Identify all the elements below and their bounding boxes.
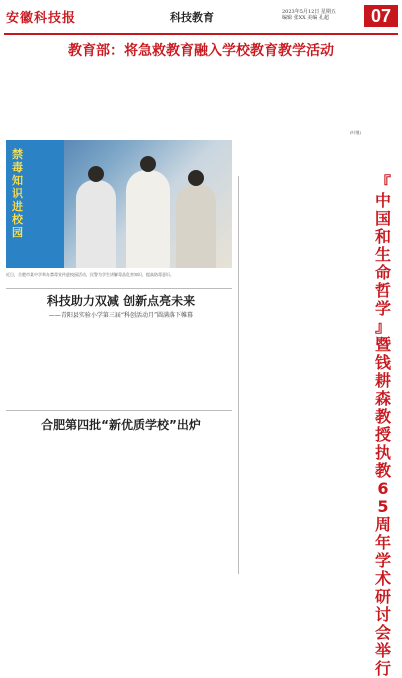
section-divider — [6, 410, 232, 411]
side-headline-char: 和 — [374, 227, 391, 246]
lead-headline: 教育部：将急救教育融入学校教育教学活动 — [68, 43, 334, 59]
side-headline-char: 中 — [374, 191, 391, 210]
photo-figure — [176, 184, 216, 268]
side-headline-char: 命 — [374, 263, 391, 282]
side-headline-char: 周 — [374, 515, 391, 534]
article3-body-col2 — [84, 436, 154, 570]
side-headline-char: 『 — [374, 173, 391, 192]
photo-figure-head — [188, 170, 204, 186]
article2-body-col1 — [8, 320, 78, 406]
article3-body-col1 — [8, 436, 78, 570]
side-headline-char: 暨 — [374, 335, 391, 354]
lead-body-col2 — [132, 62, 250, 128]
photo-figure-head — [140, 156, 156, 172]
masthead-rule — [4, 33, 398, 35]
side-headline-char: 年 — [374, 533, 391, 552]
article2-subhead: ——青阳县实验小学第三届“科创活动月”圆满落下帷幕 — [48, 312, 194, 319]
side-headline-char: 学 — [374, 551, 391, 570]
editor-line: 编辑 张XX 美编 孔超 — [282, 15, 329, 21]
side-headline-char: 6 — [377, 479, 389, 498]
side-headline-char: 哲 — [374, 281, 391, 300]
side-headline-char: 生 — [374, 245, 391, 264]
side-headline-char: 举 — [374, 641, 391, 660]
article2-body-col2 — [84, 320, 154, 406]
section-divider — [6, 288, 232, 289]
side-headline-char: 学 — [374, 299, 391, 318]
paper-brand: 安徽科技报 — [6, 11, 77, 26]
side-headline-char: 耕 — [374, 371, 391, 390]
side-article-headline — [372, 174, 394, 678]
side-headline-char: 执 — [374, 443, 391, 462]
column-divider — [238, 176, 239, 574]
news-photo — [6, 140, 232, 268]
lead-body-col3 — [256, 62, 394, 128]
side-article-body — [244, 176, 366, 570]
issue-meta — [282, 9, 336, 21]
photo-figure-head — [88, 166, 104, 182]
lead-body-col1 — [8, 62, 126, 128]
photo-figure — [76, 180, 116, 268]
photo-caption: 近日，合肥市某中学举办禁毒宣传进校园活动，民警为学生讲解毒品危害知识，提高防毒意识。 — [6, 272, 174, 277]
side-headline-char: 教 — [374, 461, 391, 480]
side-headline-char: 行 — [374, 659, 391, 678]
article3-headline: 合肥第四批“新优质学校”出炉 — [41, 418, 201, 432]
article2-headline: 科技助力双减 创新点亮未来 — [46, 294, 196, 308]
article3-body-col3 — [160, 436, 232, 570]
side-headline-char: 教 — [374, 407, 391, 426]
article2-body-col3 — [160, 320, 232, 406]
section-name: 科技教育 — [170, 11, 214, 24]
side-headline-char: 5 — [377, 497, 389, 516]
photo-wall-text: 禁毒知识进校园 — [12, 148, 23, 239]
lead-byline: (叶继) — [350, 130, 362, 135]
side-headline-char: 森 — [374, 389, 391, 408]
side-headline-char: 术 — [374, 569, 391, 588]
side-headline-char: 会 — [374, 623, 391, 642]
side-headline-char: 授 — [374, 425, 391, 444]
side-headline-char: 研 — [374, 587, 391, 606]
masthead — [0, 0, 402, 36]
page-number: 07 — [364, 5, 398, 27]
photo-figure — [126, 170, 170, 268]
issue-date: 2023年5月12日 星期五 — [282, 9, 336, 15]
side-headline-char: 』 — [374, 317, 391, 336]
side-headline-char: 国 — [374, 209, 391, 228]
side-headline-char: 讨 — [374, 605, 391, 624]
side-headline-char: 钱 — [374, 353, 391, 372]
